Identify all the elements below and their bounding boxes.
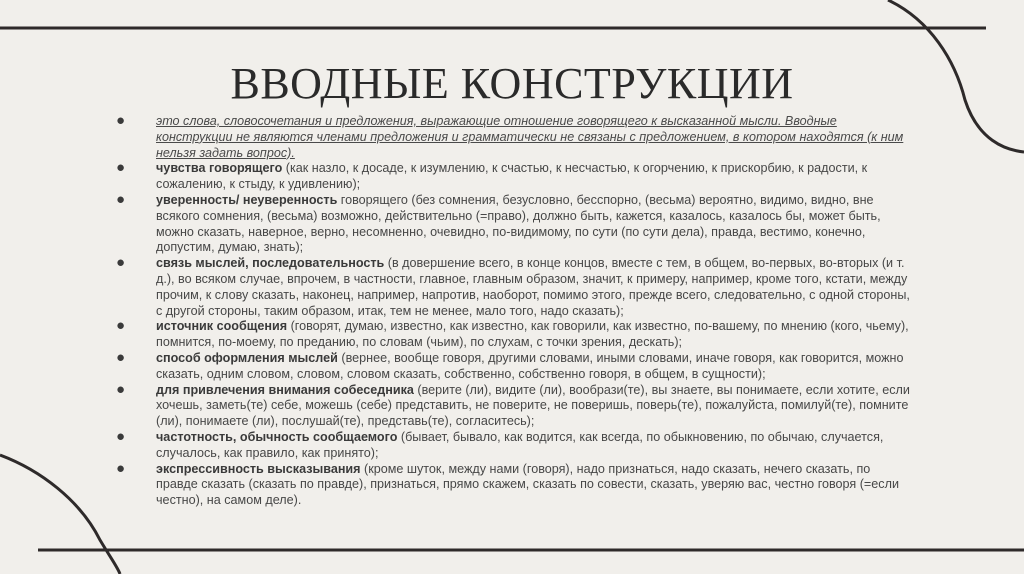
- list-item: [116, 380, 911, 430]
- item-text: (как назло, к досаде, к изумлению, к счастью, к несчастью, к огорчению, к прискорбию, к радости, к сожалению, к стыду, к удивлению);: [156, 161, 868, 192]
- list-item: [116, 459, 911, 509]
- bullet-icon: ●: [116, 427, 126, 445]
- item-text: говорящего (без сомнения, безусловно, бесспорно, (весьма) вероятно, видимо, видно, вне всякого сомнения, (весьма) возможно, действительно (=право), должно быть, кажется, казалось, казалось бы, может быть, можно сказать, наверное, верно, несомненно, очевидно, по-видимому, по сути (по сути дела), правда, вестимо, конечно, допустим, думаю, знать);: [156, 192, 881, 255]
- bullet-icon: ●: [116, 348, 126, 366]
- list-item: [116, 161, 911, 193]
- bullet-icon: ●: [116, 317, 126, 335]
- list-item: [116, 427, 911, 462]
- item-text: (в довершение всего, в конце концов, вместе с тем, в общем, во-первых, во-вторых (и т. д.), во всяком случае, впрочем, в частности, главное, главным образом, значит, к примеру, например, кроме того, кстати, между прочим, к слову сказать, наконец, например, напротив, наоборот, помимо этого, прежде всего, следовательно, с одной стороны, с другой стороны, таким образом, итак, тем не менее, мало того, надо сказать);: [156, 256, 910, 318]
- item-term: уверенность/ неуверенность: [156, 192, 338, 207]
- item-term: для привлечения внимания собеседника: [156, 382, 414, 397]
- bottom-left-arc: [0, 455, 120, 574]
- bullet-icon: ●: [116, 159, 126, 177]
- page-title: ВВОДНЫЕ КОНСТРУКЦИИ: [230, 59, 794, 108]
- item-term: способ оформления мыслей: [156, 350, 338, 365]
- item-term: экспрессивность высказывания: [156, 461, 361, 476]
- item-term: источник сообщения: [156, 319, 288, 334]
- item-term: связь мыслей, последовательность: [156, 256, 385, 271]
- item-term: чувства говорящего: [156, 161, 283, 176]
- bullet-icon: ●: [116, 459, 126, 477]
- list-item-intro: [116, 114, 911, 161]
- bullet-icon: ●: [116, 112, 126, 129]
- intro-text: это слова, словосочетания и предложения, выражающие отношение говорящего к высказанной мысли. Вводные конструкции не являются членами предложения и грамматически не связаны с предложением, в котором находятся (к ним нельзя задать вопрос).: [156, 114, 904, 160]
- item-text: (бывает, бывало, как водится, как всегда, по обыкновению, по обычаю, случается, случалось, как правило, как принято);: [156, 429, 884, 460]
- bullet-icon: ●: [116, 254, 126, 272]
- item-text: (верите (ли), видите (ли), вообрази(те), вы знаете, вы понимаете, если хотите, если хочешь, заметь(те) себе, можешь (себе) представить, не поверите, не поверишь, поверь(те), пожалуйста, помилуй(те), помните (ли), понимаете (ли), послушай(те), представь(те), согласитесь);: [156, 382, 910, 429]
- list-item: [116, 190, 911, 256]
- list-item: [116, 319, 911, 351]
- bullet-icon: ●: [116, 190, 126, 208]
- list-item: [116, 348, 911, 383]
- item-term: частотность, обычность сообщаемого: [156, 429, 398, 444]
- item-text: (вернее, вообще говоря, другими словами, иными словами, иначе говоря, как говорится, можно сказать, одним словом, словом, словом сказать, собственно, собственно говоря, в общем, в сущности);: [156, 350, 904, 381]
- item-text: (говорят, думаю, известно, как известно, как говорили, как известно, по-вашему, по мнению (кого, чьему), помнится, по-моему, по преданию, по словам (чьим), по слухам, с точки зрения, дескать);: [156, 319, 909, 350]
- list-item: [116, 256, 911, 319]
- bullet-list: [116, 114, 911, 509]
- bullet-icon: ●: [116, 380, 126, 398]
- item-text: (кроме шуток, между нами (говоря), надо признаться, надо сказать, нечего сказать, по правде сказать (сказать по правде), признаться, прямо скажем, сказать по совести, сказать, уверяю вас, честно говоря (=если честно), на самом деле).: [156, 461, 899, 508]
